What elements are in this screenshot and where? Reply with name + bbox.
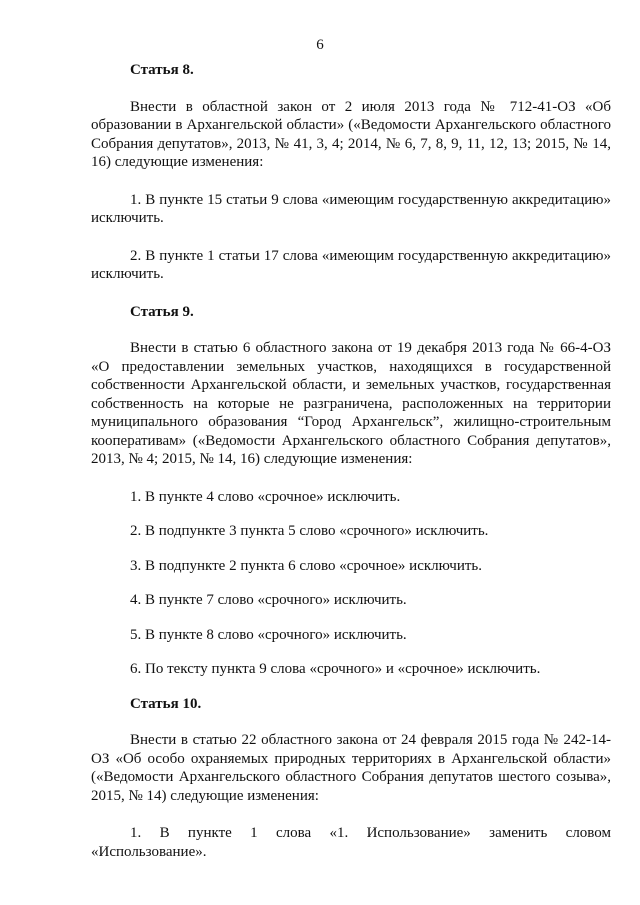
document-body [91, 61, 611, 880]
article-9-item-2: 2. В подпункте 3 пункта 5 слово «срочного» исключить. [130, 523, 489, 539]
article-8-item-2: 2. В пункте 1 статьи 17 слова «имеющим государственную аккредитацию» исключить. [91, 247, 611, 282]
article-10-intro: Внести в статью 22 областного закона от 24 февраля 2015 года № 242-14-ОЗ «Об особо охраняемых природных территориях в Архангельской области» («Ведомости Архангельского областного Собрания депутатов шестого созыва», 2015, № 14) следующие изменения: [91, 732, 611, 804]
article-9-item-5: 5. В пункте 8 слово «срочного» исключить. [130, 626, 407, 643]
article-9-item-6: 6. По тексту пункта 9 слова «срочного» и «срочное» исключить. [130, 661, 541, 677]
article-8-intro: Внести в областной закон от 2 июля 2013 года № 712-41-ОЗ «Об образовании в Архангельской области» («Ведомости Архангельского областного Собрания депутатов», 2013, № 41, 3, 4; 2014, № 6, 7, 8, 9, 11, 12, 13; 2015, № 14, 16) следующие изменения: [91, 98, 611, 170]
article-10-item-1: 1. В пункте 1 слова «1. Использование» заменить словом «Использование». [91, 825, 611, 860]
article-8-item-1: 1. В пункте 15 статьи 9 слова «имеющим государственную аккредитацию» исключить. [91, 191, 611, 226]
article-9-item-1: 1. В пункте 4 слово «срочное» исключить. [130, 488, 401, 505]
page-number: 6 [316, 37, 324, 53]
article-9-heading: Статья 9. [130, 303, 194, 320]
article-8-heading: Статья 8. [130, 62, 194, 78]
article-9-item-4: 4. В пункте 7 слово «срочного» исключить. [130, 592, 407, 608]
article-10-heading: Статья 10. [130, 695, 202, 712]
article-9-intro: Внести в статью 6 областного закона от 19 декабря 2013 года № 66-4-ОЗ «О предоставлении земельных участков, находящихся в государственной собственности Архангельской области, и земельных участков, государственная собственность на которые не разграничена, расположенных на территории муниципального образования “Город Архангельск”, жилищно-строительным кооперативам» («Ведомости Архангельского областного Собрания депутатов», 2013, № 4; 2015, № 14, 16) следующие изменения: [91, 340, 611, 467]
article-9-item-3: 3. В подпункте 2 пункта 6 слово «срочное» исключить. [130, 557, 482, 574]
